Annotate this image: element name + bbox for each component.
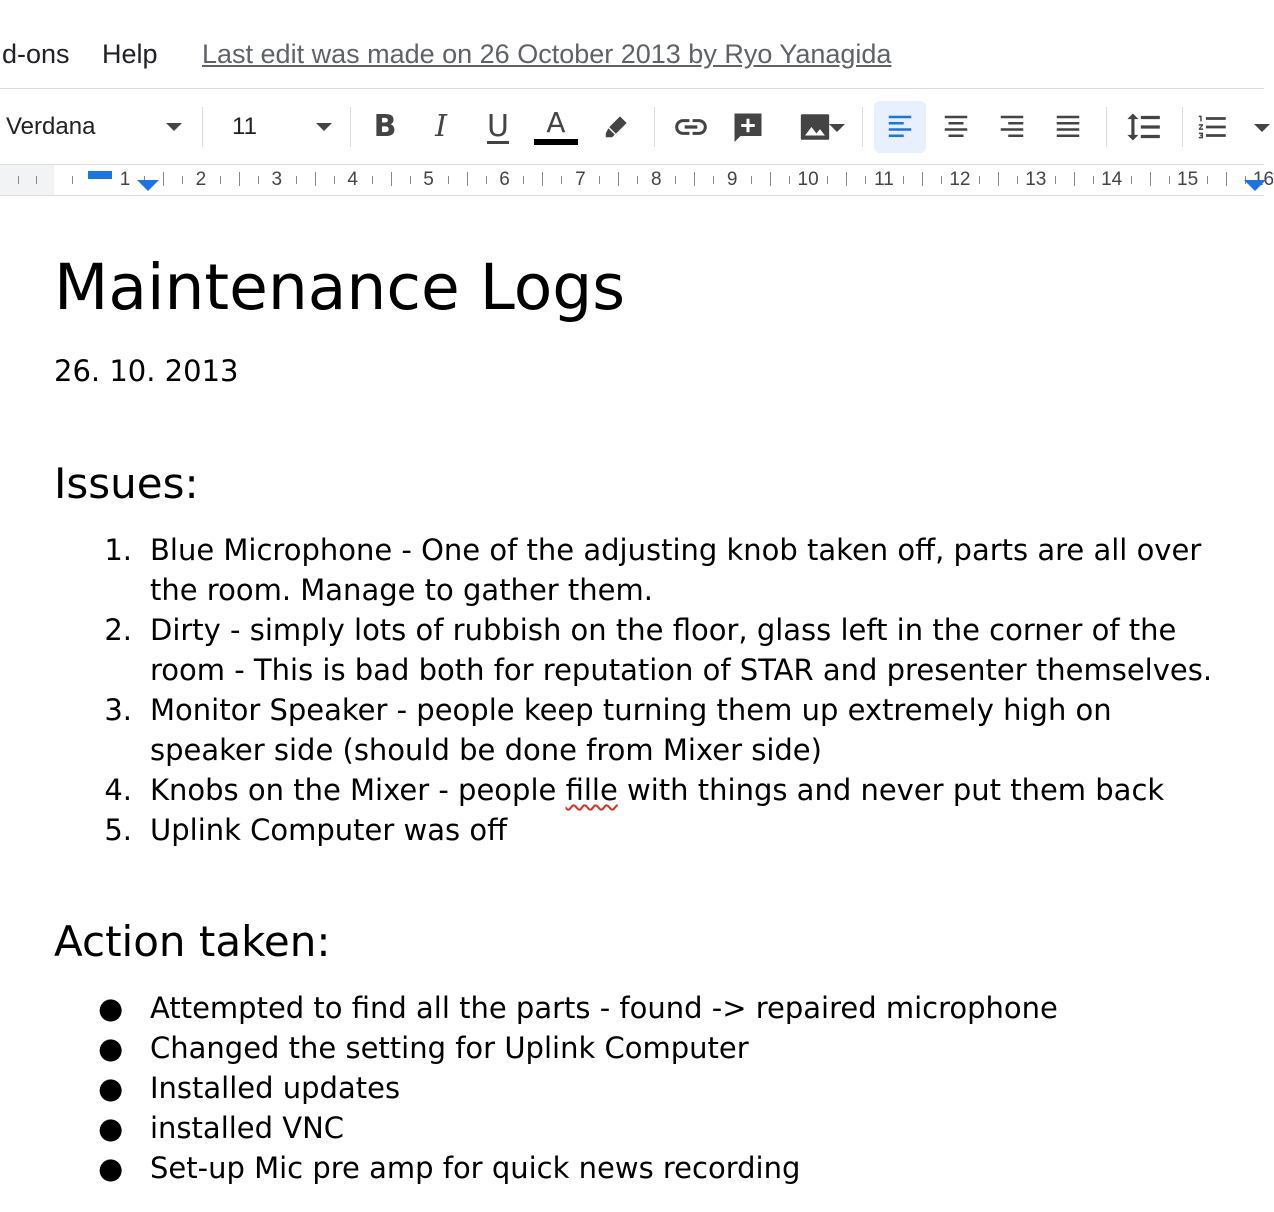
ruler-tick [486,176,487,184]
ruler-tick [1093,176,1094,184]
ruler-tick [163,172,164,186]
ruler-tick [694,172,695,186]
ruler-number: 1 [119,169,131,190]
ruler-tick [903,176,904,184]
list-item-text: Blue Microphone - One of the adjusting knob taken off, parts are all over [150,533,1202,567]
ruler-tick [1226,172,1227,186]
bullet-icon: ● [98,1071,124,1105]
bullet-icon: ● [98,1151,124,1185]
bullet-icon: ● [98,991,124,1025]
right-indent-marker[interactable] [1244,180,1266,191]
document-title: Maintenance Logs [54,251,626,324]
ruler-tick [1131,176,1132,184]
ruler-tick [637,176,638,184]
toolbar-divider [654,107,655,147]
align-center-icon [941,112,971,142]
toolbar-divider [350,107,351,147]
numbered-list-icon [1196,110,1230,144]
italic-icon: I [435,109,447,144]
list-item [54,988,1264,1028]
ruler-number: 3 [271,169,283,190]
align-right-icon [997,112,1027,142]
ruler-number: 14 [1101,169,1123,190]
misspelled-word[interactable]: fille [565,773,618,807]
toolbar-divider [1106,107,1107,147]
toolbar-divider [862,107,863,147]
text-segment: Knobs on the Mixer - people [150,773,566,807]
ruler-tick [334,176,335,184]
ruler-tick [979,176,980,184]
last-edit-link[interactable]: Last edit was made on 26 October 2013 by Ryo Yanagida [202,39,892,69]
image-icon [798,110,832,144]
bold-icon: B [373,109,397,144]
ruler-tick [865,176,866,184]
justify-button[interactable] [1044,103,1092,151]
ruler-number: 9 [726,169,738,190]
list-item-text: Set-up Mic pre amp for quick news recording [150,1151,801,1185]
ruler-tick [789,176,790,184]
ruler-left-margin [0,165,54,195]
align-left-icon [885,112,915,142]
ruler-number: 11 [874,169,894,190]
list-item-text: speaker side (should be done from Mixer side) [150,733,822,767]
list-number: 4. [104,773,132,807]
ruler-tick [18,176,19,184]
ruler-number: 4 [347,169,358,190]
left-indent-marker[interactable] [137,180,159,191]
ruler-tick [523,176,524,184]
first-line-indent-marker[interactable] [88,171,112,179]
formatting-toolbar [0,88,1264,165]
ruler-tick [542,172,543,186]
insert-link-button[interactable] [667,103,715,151]
ruler-number: 6 [499,169,510,190]
list-item-text: Dirty - simply lots of rubbish on the floor, glass left in the corner of the [150,613,1177,647]
list-number: 3. [104,693,132,727]
underline-button[interactable] [474,103,522,151]
ruler-number: 10 [797,169,819,190]
list-number: 5. [104,813,132,847]
bold-button[interactable] [361,103,409,151]
ruler-tick [922,172,923,186]
chevron-down-icon [829,124,845,132]
list-number: 1. [104,533,132,567]
ruler-tick [467,172,468,186]
list-item [54,610,1264,690]
list-item [54,770,1264,810]
ruler-tick [296,176,297,184]
list-item [54,690,1264,770]
text-color-button[interactable] [532,103,580,151]
document-date: 26. 10. 2013 [54,354,239,388]
justify-icon [1053,112,1083,142]
toolbar-divider [1182,107,1183,147]
font-size-value: 11 [232,113,257,140]
font-family-dropdown[interactable] [6,107,186,147]
list-item [54,1068,1264,1108]
line-spacing-button[interactable] [1120,103,1168,151]
ruler-tick [713,176,714,184]
ruler-tick [1150,172,1151,186]
font-size-dropdown[interactable] [232,107,336,147]
list-item-text: Installed updates [150,1071,401,1105]
ruler-tick [372,176,373,184]
list-item-text: Attempted to find all the parts - found -> repaired microphone [150,991,1058,1025]
list-item-text: the room. Manage to gather them. [150,573,653,607]
list-item [54,1148,1264,1188]
list-item [54,1108,1264,1148]
align-left-button[interactable] [874,101,926,153]
align-right-button[interactable] [988,103,1036,151]
ruler-tick [599,176,600,184]
ruler-tick [410,176,411,184]
highlighter-icon [601,112,631,142]
list-item-text: Changed the setting for Uplink Computer [150,1031,749,1065]
ruler-tick [36,176,37,184]
ruler-tick [618,172,619,186]
issues-list [54,530,1264,850]
chevron-down-icon [316,123,332,131]
ruler-tick [1169,176,1170,184]
menu-bar [0,0,1264,88]
chevron-down-icon [166,123,182,131]
ruler-number: 15 [1177,169,1199,190]
ruler-tick [1207,176,1208,184]
list-item-text: Uplink Computer was off [150,813,508,847]
insert-image-button[interactable] [780,103,850,151]
list-item [54,530,1264,610]
ruler-tick [182,176,183,184]
highlight-color-button[interactable] [592,103,640,151]
ruler-tick [827,176,828,184]
actions-list [54,988,1264,1188]
ruler-tick [258,176,259,184]
ruler-number: 13 [1025,169,1047,190]
ruler-tick [846,172,847,186]
ruler-tick [448,176,449,184]
ruler-tick [315,172,316,186]
ruler-tick [941,176,942,184]
list-item [54,810,1264,850]
actions-heading: Action taken: [54,917,331,966]
ruler-tick [561,176,562,184]
add-comment-icon [730,109,766,145]
ruler-number: 7 [575,169,586,190]
ruler-tick [220,176,221,184]
list-item-text: Monitor Speaker - people keep turning them up extremely high on [150,693,1112,727]
ruler-number: 2 [195,169,207,190]
horizontal-ruler[interactable] [0,164,1274,196]
ruler-number: 16 [1252,169,1274,190]
italic-button[interactable] [417,103,465,151]
issues-heading: Issues: [54,459,199,508]
ruler-number: 12 [949,169,971,190]
list-item-text [150,770,1264,810]
text-color-swatch [534,139,578,145]
numbered-list-button[interactable] [1196,103,1264,151]
list-item-text: installed VNC [150,1111,345,1145]
ruler-tick [770,172,771,186]
ruler-number: 8 [651,169,662,190]
add-comment-button[interactable] [724,103,772,151]
ruler-number: 5 [423,169,434,190]
ruler-tick [1055,176,1056,184]
ruler-tick [391,172,392,186]
ruler-tick [239,172,240,186]
ruler-tick [998,172,999,186]
menu-addons[interactable]: d-ons [2,39,70,69]
align-center-button[interactable] [932,103,980,151]
ruler-tick [72,176,73,184]
ruler-tick [675,176,676,184]
ruler-tick [751,176,752,184]
line-spacing-icon [1125,108,1163,146]
menu-help[interactable]: Help [102,39,158,69]
bullet-icon: ● [98,1031,124,1065]
font-family-value: Verdana [6,113,96,140]
underline-icon: U [487,109,509,144]
text-segment: with things and never put them back [617,773,1165,807]
list-item [54,1028,1264,1068]
list-number: 2. [104,613,132,647]
link-icon [672,108,710,146]
text-color-icon: A [546,106,566,139]
chevron-down-icon [1254,124,1270,132]
toolbar-divider [202,107,203,147]
document-page[interactable] [0,196,1264,1212]
ruler-tick [1074,172,1075,186]
ruler-tick [1017,176,1018,184]
list-item-text: room - This is bad both for reputation of STAR and presenter themselves. [150,653,1213,687]
bullet-icon: ● [98,1111,124,1145]
